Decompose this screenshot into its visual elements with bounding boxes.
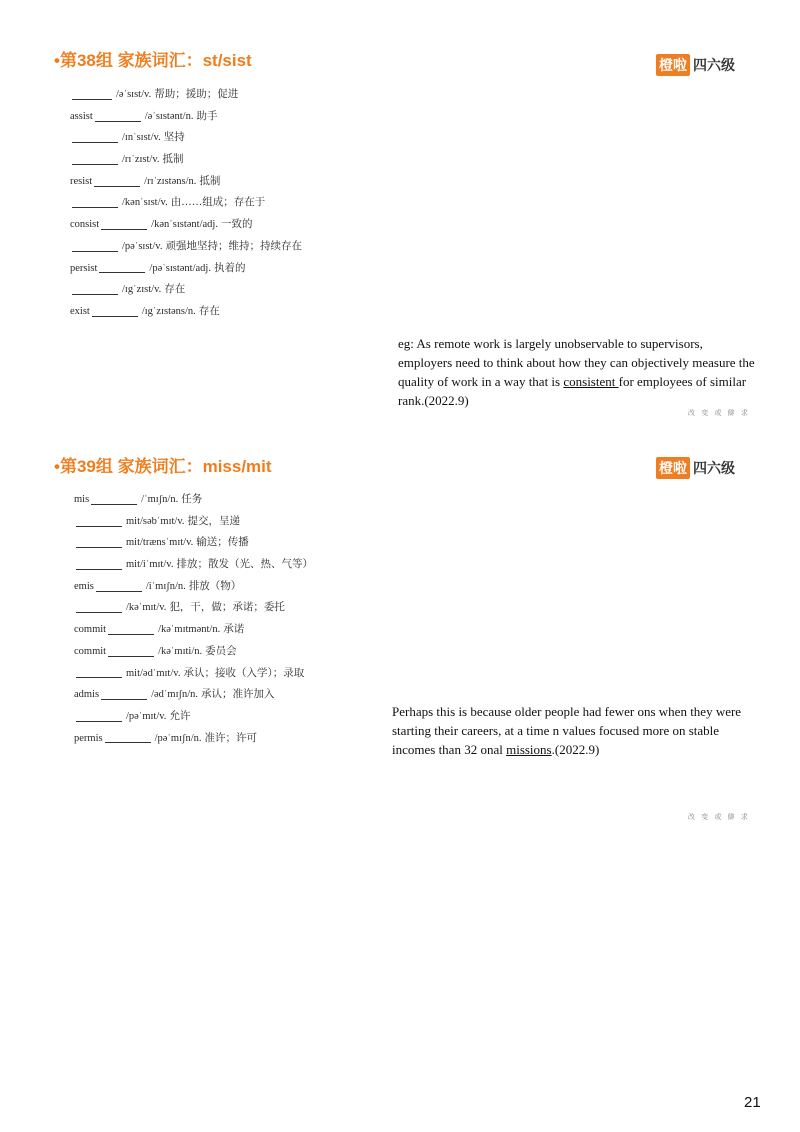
vocab-root-word: exist (70, 305, 90, 317)
vocab-root-word: consist (70, 219, 100, 231)
chinese-gloss: 承诺 (223, 624, 245, 636)
chinese-gloss: 顽强地坚持；维持；持续存在 (165, 240, 302, 252)
vocab-row (70, 84, 302, 106)
chinese-gloss: 助手 (196, 110, 218, 122)
example-text: eg: As remote work is largely unobservable to supervisors, employers need to think about how they can objectively measure the quality of work in a way that is (398, 336, 755, 389)
chinese-gloss: 输送；传播 (196, 537, 249, 549)
vocab-row (70, 301, 302, 323)
fill-in-blank (72, 242, 118, 252)
footer-watermark: 改 变 或 僻 求 (688, 813, 750, 821)
vocab-row (70, 279, 302, 301)
example-sentence (398, 334, 758, 410)
phonetic-pos: /pəˈmɪʃn/n. (154, 732, 202, 744)
vocab-row (70, 171, 302, 193)
vocab-row (74, 554, 313, 576)
section-title: •第39组 家族词汇：miss/mit (54, 457, 272, 476)
vocab-row (74, 728, 313, 750)
chinese-gloss: 帮助；援助；促进 (154, 89, 239, 100)
phonetic-pos: /kənˈsɪstənt/adj. (151, 219, 218, 231)
fill-in-blank (72, 133, 118, 143)
chinese-gloss: 存在 (164, 284, 186, 296)
vocab-root-word: permis (74, 732, 103, 744)
fill-in-blank (76, 517, 122, 527)
chinese-gloss: 承认；接收（入学）；录取 (183, 667, 305, 679)
brand-logo: 橙啦 (656, 54, 690, 76)
fill-in-blank (76, 603, 122, 613)
chinese-gloss: 犯，干，做；承诺；委托 (169, 602, 285, 614)
fill-in-blank (96, 582, 142, 592)
vocab-list (70, 84, 302, 323)
fill-in-blank (95, 112, 141, 122)
vocab-row (74, 663, 313, 685)
vocab-row (70, 149, 302, 171)
chinese-gloss: 排放；散发（光、热、气等） (176, 559, 313, 571)
vocab-row (74, 619, 313, 641)
chinese-gloss: 一致的 (220, 219, 253, 231)
vocab-root-word: assist (70, 110, 93, 122)
phonetic-pos: mit/iˈmɪt/v. (126, 559, 174, 571)
vocab-root-word: admis (74, 689, 100, 701)
phonetic-pos: /kəˈmɪtmənt/n. (158, 624, 221, 636)
fill-in-blank (101, 220, 147, 230)
chinese-gloss: 执着的 (213, 262, 246, 274)
page-number: 21 (744, 1094, 761, 1111)
fill-in-blank (92, 307, 138, 317)
phonetic-pos: /pəˈsɪstənt/adj. (149, 262, 211, 274)
fill-in-blank (72, 155, 118, 165)
vocab-row (70, 236, 302, 258)
chinese-gloss: 坚持 (163, 132, 185, 144)
phonetic-pos: mit/səbˈmɪt/v. (126, 515, 185, 527)
phonetic-pos: /ədˈmɪʃn/n. (151, 689, 199, 701)
brand-badge (656, 54, 735, 76)
brand-level: 四六级 (693, 57, 735, 73)
chinese-gloss: 抵制 (162, 154, 184, 166)
vocab-row (74, 706, 313, 728)
chinese-gloss: 排放（物） (188, 580, 242, 592)
footer-watermark: 改 变 或 僻 求 (688, 409, 750, 417)
chinese-gloss: 提交，呈递 (187, 515, 241, 527)
phonetic-pos: /əˈsɪst/v. (116, 89, 152, 100)
example-sentence (392, 702, 756, 759)
fill-in-blank (108, 647, 154, 657)
chinese-gloss: 由……组成；存在于 (170, 197, 266, 209)
phonetic-pos: /iˈmɪʃn/n. (145, 580, 186, 592)
phonetic-pos: /rɪˈzɪst/v. (122, 154, 160, 166)
vocab-root-word: commit (74, 624, 107, 636)
vocab-row (74, 641, 313, 663)
vocab-root-word: mis (74, 494, 90, 505)
vocab-root-word: persist (70, 262, 98, 274)
section-title: •第38组 家族词汇：st/sist (54, 51, 252, 70)
example-source: .(2022.9) (551, 742, 600, 757)
vocab-row (74, 511, 313, 533)
phonetic-pos: mit/trænsˈmɪt/v. (126, 537, 194, 549)
phonetic-pos: /ɪnˈsɪst/v. (122, 132, 161, 144)
fill-in-blank (99, 263, 145, 273)
phonetic-pos: /pəˈsɪst/v. (122, 240, 163, 252)
phonetic-pos: /ɪgˈzɪst/v. (122, 284, 162, 296)
chinese-gloss: 承认；准许加入 (201, 689, 275, 701)
fill-in-blank (72, 198, 118, 208)
brand-level: 四六级 (693, 460, 735, 476)
section-st-sist (0, 0, 800, 440)
example-keyword: consistent (563, 374, 619, 389)
fill-in-blank (72, 285, 118, 295)
fill-in-blank (76, 560, 122, 570)
vocab-row (74, 684, 313, 706)
vocab-list (74, 489, 313, 749)
vocab-row (70, 192, 302, 214)
fill-in-blank (76, 668, 122, 678)
brand-logo: 橙啦 (656, 457, 690, 479)
phonetic-pos: mit/ədˈmɪt/v. (126, 667, 181, 679)
phonetic-pos: /rɪˈzɪstəns/n. (144, 175, 197, 187)
fill-in-blank (108, 625, 154, 635)
example-keyword: missions (506, 742, 552, 757)
vocab-root-word: resist (70, 175, 93, 187)
vocab-row (74, 576, 313, 598)
example-source: for employees of similar rank.(2022.9) (398, 374, 747, 408)
vocab-row (74, 532, 313, 554)
chinese-gloss: 允许 (169, 710, 191, 722)
phonetic-pos: /kəˈmɪt/v. (126, 602, 167, 614)
vocab-row (70, 127, 302, 149)
phonetic-pos: /kənˈsɪst/v. (122, 197, 168, 209)
fill-in-blank (94, 177, 140, 187)
vocab-row (74, 597, 313, 619)
fill-in-blank (76, 712, 122, 722)
chinese-gloss: 存在 (198, 305, 220, 317)
fill-in-blank (105, 733, 151, 743)
phonetic-pos: /pəˈmɪt/v. (126, 710, 167, 722)
phonetic-pos: /ˈmɪʃn/n. (141, 494, 179, 505)
vocab-row (70, 214, 302, 236)
section-miss-mit (0, 440, 800, 860)
brand-badge (656, 457, 735, 479)
phonetic-pos: /əˈsɪstənt/n. (144, 110, 194, 122)
fill-in-blank (91, 495, 137, 505)
vocab-root-word: emis (74, 580, 94, 592)
fill-in-blank (76, 538, 122, 548)
example-text: Perhaps this is because older people had fewer ons when they were starting their careers, at a time n values focused more on stable incomes than 32 onal (392, 704, 742, 757)
phonetic-pos: /kəˈmɪti/n. (158, 645, 203, 657)
phonetic-pos: /ɪgˈzɪstəns/n. (141, 305, 196, 317)
chinese-gloss: 委员会 (205, 645, 237, 657)
chinese-gloss: 抵制 (199, 175, 221, 187)
vocab-row (70, 258, 302, 280)
vocab-row (74, 489, 313, 511)
fill-in-blank (72, 90, 112, 100)
vocab-row (70, 106, 302, 128)
fill-in-blank (101, 690, 147, 700)
chinese-gloss: 准许；许可 (204, 732, 258, 744)
chinese-gloss: 任务 (181, 494, 203, 505)
vocab-root-word: commit (74, 645, 107, 657)
